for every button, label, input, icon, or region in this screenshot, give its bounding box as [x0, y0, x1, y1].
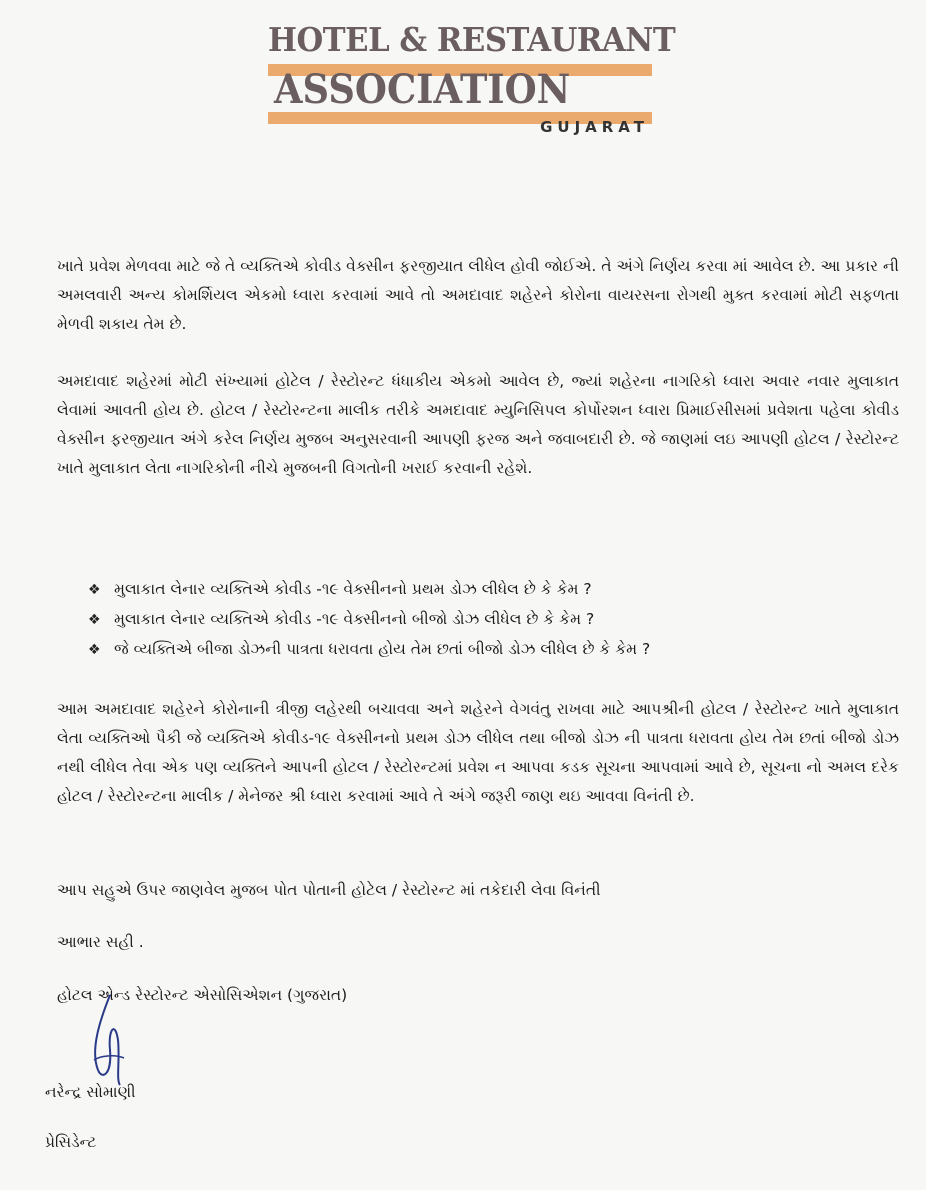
signer-title: પ્રેસિડેન્ટ — [45, 1133, 97, 1151]
checklist-item: ❖ જે વ્યક્તિએ બીજા ડોઝની પાત્રતા ધરાવતા હોય તેમ છતાં બીજો ડોઝ લીધેલ છે કે કેમ ? — [88, 635, 888, 665]
diamond-bullet-icon: ❖ — [88, 612, 101, 628]
paragraph-4: આપ સહુએ ઉપર જાણવેલ મુજબ પોત પોતાની હોટેલ / રેસ્ટોરન્ટ માં તકેદારી લેવા વિનંતી — [57, 881, 601, 899]
logo-text-gujarat: GUJARAT — [540, 118, 649, 136]
diamond-bullet-icon: ❖ — [88, 642, 101, 658]
logo-text-hotel-restaurant: HOTEL & RESTAURANT — [268, 20, 676, 59]
checklist — [88, 575, 888, 665]
letterhead-logo — [262, 14, 676, 142]
logo-text-association: ASSOCIATION — [274, 66, 571, 113]
signature-scribble — [80, 990, 140, 1090]
closing-greeting: આભાર સહી . — [57, 933, 144, 951]
paragraph-3: આમ અમદાવાદ શહેરને કોરોનાની ત્રીજી લહેરથી બચાવવા અને શહેરને વેગવંતુ રાખવા માટે આપશ્રીની હોટલ / રેસ્ટોરન્ટ ખાતે મુલાકાત લેતા વ્યક્તિઓ પૈકી જે વ્યક્તિએ કોવીડ-૧૯ વેક્સીનનો પ્રથમ ડોઝ લીધેલ તથા બીજો ડોઝ ની પાત્રતા ધરાવતા હોય તેમ છતાં બીજો ડોઝ નથી લીધેલ તેવા એક પણ વ્યક્તિને આપની હોટલ / રેસ્ટોરન્ટમાં પ્રવેશ ન આપવા કડક સૂચના આપવામાં આવે છે, સૂચના નો અમલ દરેક હોટલ / રેસ્ટોરન્ટના માલીક / મેનેજર શ્રી ધ્વારા કરવામાં આવે તે અંગે જરૂરી જાણ થઇ આવવા વિનંતી છે. — [57, 700, 899, 805]
organization-name: હોટલ એન્ડ રેસ્ટોરન્ટ એસોસિએશન (ગુજરાત) — [57, 986, 348, 1004]
checklist-item: ❖ મુલાકાત લેનાર વ્યક્તિએ કોવીડ -૧૯ વેક્સીનનો પ્રથમ ડોઝ લીધેલ છે કે કેમ ? — [88, 575, 888, 605]
signer-name: નરેન્દ્ર સોમાણી — [45, 1083, 136, 1101]
checklist-item: ❖ મુલાકાત લેનાર વ્યક્તિએ કોવીડ -૧૯ વેક્સીનનો બીજો ડોઝ લીધેલ છે કે કેમ ? — [88, 605, 888, 635]
paragraph-2: અમદાવાદ શહેરમાં મોટી સંખ્યામાં હોટેલ / રેસ્ટોરન્ટ ધંધાકીય એકમો આવેલ છે, જ્યાં શહેરના નાગરિકો ધ્વારા અવાર નવાર મુલાકાત લેવામાં આવતી હોય છે. હોટલ / રેસ્ટોરન્ટના માલીક તરીકે અમદાવાદ મ્યુનિસિપલ કોર્પોરશન ધ્વારા પ્રિમાઈસીસમાં પ્રવેશતા પહેલા કોવીડ વેક્સીન ફરજીયાત અંગે કરેલ નિર્ણય મુજબ અનુસરવાની આપણી ફરજ અને જવાબદારી છે. જે જાણમાં લઇ આપણી હોટલ / રેસ્ટોરન્ટ ખાતે મુલાકાત લેતા નાગરિકોની નીચે મુજબની વિગતોની ખરાઈ કરવાની રહેશે. — [57, 372, 899, 477]
diamond-bullet-icon: ❖ — [88, 582, 101, 598]
paragraph-1: ખાતે પ્રવેશ મેળવવા માટે જે તે વ્યક્તિએ કોવીડ વેક્સીન ફરજીયાત લીધેલ હોવી જોઈએ. તે અંગે નિર્ણય કરવા માં આવેલ છે. આ પ્રકાર ની અમલવારી અન્ય કોમર્શિયલ એકમો ધ્વારા કરવામાં આવે તો અમદાવાદ શહેરને કોરોના વાયરસના રોગથી મુક્ત કરવામાં મોટી સફળતા મેળવી શકાય તેમ છે. — [57, 257, 899, 333]
